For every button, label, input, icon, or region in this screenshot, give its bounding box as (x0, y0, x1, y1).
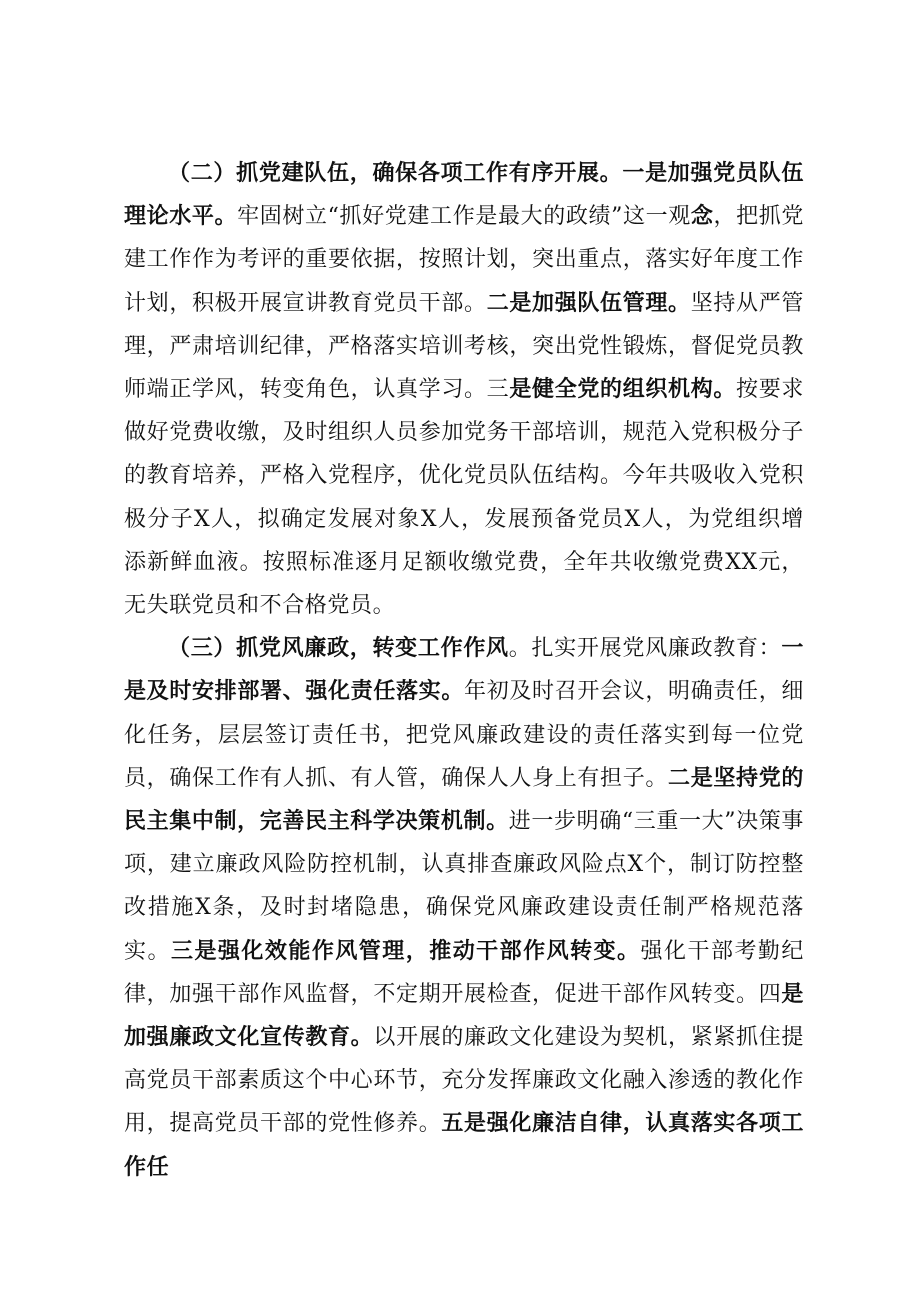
document-body (124, 152, 804, 1189)
text-run: 进一步明确“三重一大”决策事项，建立廉政风险防控机制，认真排查廉政风险点X个，制订防控整改措施X条，及时封堵隐患，确保党风廉政建设责任制严格规范落实。 (124, 809, 804, 964)
text-run: 按要求做好党费收缴，及时组织人员参加党务干部培训，规范入党积极分子的教育培养，严格入党程序，优化党员队伍结构。今年共吸收入党积极分子X人，拟确定发展对象X人，发展预备党员X人，为党组织增添新鲜血液。按照标准逐月足额收缴党费，全年共收缴党费XX元，无失联党员和不合格党员。 (124, 377, 804, 619)
section-heading: （二）抓党建队伍，确保各项工作有序开展。一是加强党员队伍理论水平。 (124, 161, 804, 230)
text-run-bold: 是健全党的组织机构。 (509, 377, 737, 403)
section-heading: （三）抓党风廉政，转变工作作风 (168, 636, 509, 662)
paragraph-section-2 (124, 152, 804, 627)
text-run: 。扎实开展党风廉政教育： (508, 636, 782, 662)
text-run-bold: 念 (690, 204, 714, 230)
text-run: 牢固树立“抓好党建工作是最大的政绩”这一观 (237, 204, 691, 230)
text-run: ，把抓党建工作作为考评的重要依据，按照计划，突出重点，落实好年度工作计划，积极开展宣讲教育党员干部。 (124, 204, 804, 316)
text-run: 坚持从严管理，严肃培训纪律，严格落实培训考核，突出党性锻炼，督促党员教师端正学风，转变角色，认真学习。三 (124, 290, 804, 403)
text-run: 以开展的廉政文化建设为契机，紧紧抓住提高党员干部素质这个中心环节，充分发挥廉政文化融入渗透的教化作用，提高党员干部的党性修养。 (124, 1025, 804, 1137)
text-run: 强化干部考勤纪律，加强干部作风监督，不定期开展检查，促进干部作风转变。四 (124, 938, 804, 1007)
text-run: 年初及时召开会议，明确责任，细化任务，层层签订责任书，把党风廉政建设的责任落实到每一位党员，确保工作有人抓、有人管，确保人人身上有担子。 (124, 679, 804, 791)
text-run-bold: 一是及时安排部署、强化责任落实。 (124, 636, 804, 705)
text-run-bold: 二是加强队伍管理。 (486, 290, 691, 316)
paragraph-section-3 (124, 627, 804, 1189)
text-run-bold: 五是强化廉洁自律，认真落实各项工作任 (124, 1111, 804, 1180)
text-run-bold: 二是坚持党的民主集中制，完善民主科学决策机制。 (124, 765, 804, 835)
text-run-bold: 是加强廉政文化宣传教育。 (124, 981, 804, 1051)
text-run-bold: 三是强化效能作风管理，推动干部作风转变。 (170, 938, 641, 964)
